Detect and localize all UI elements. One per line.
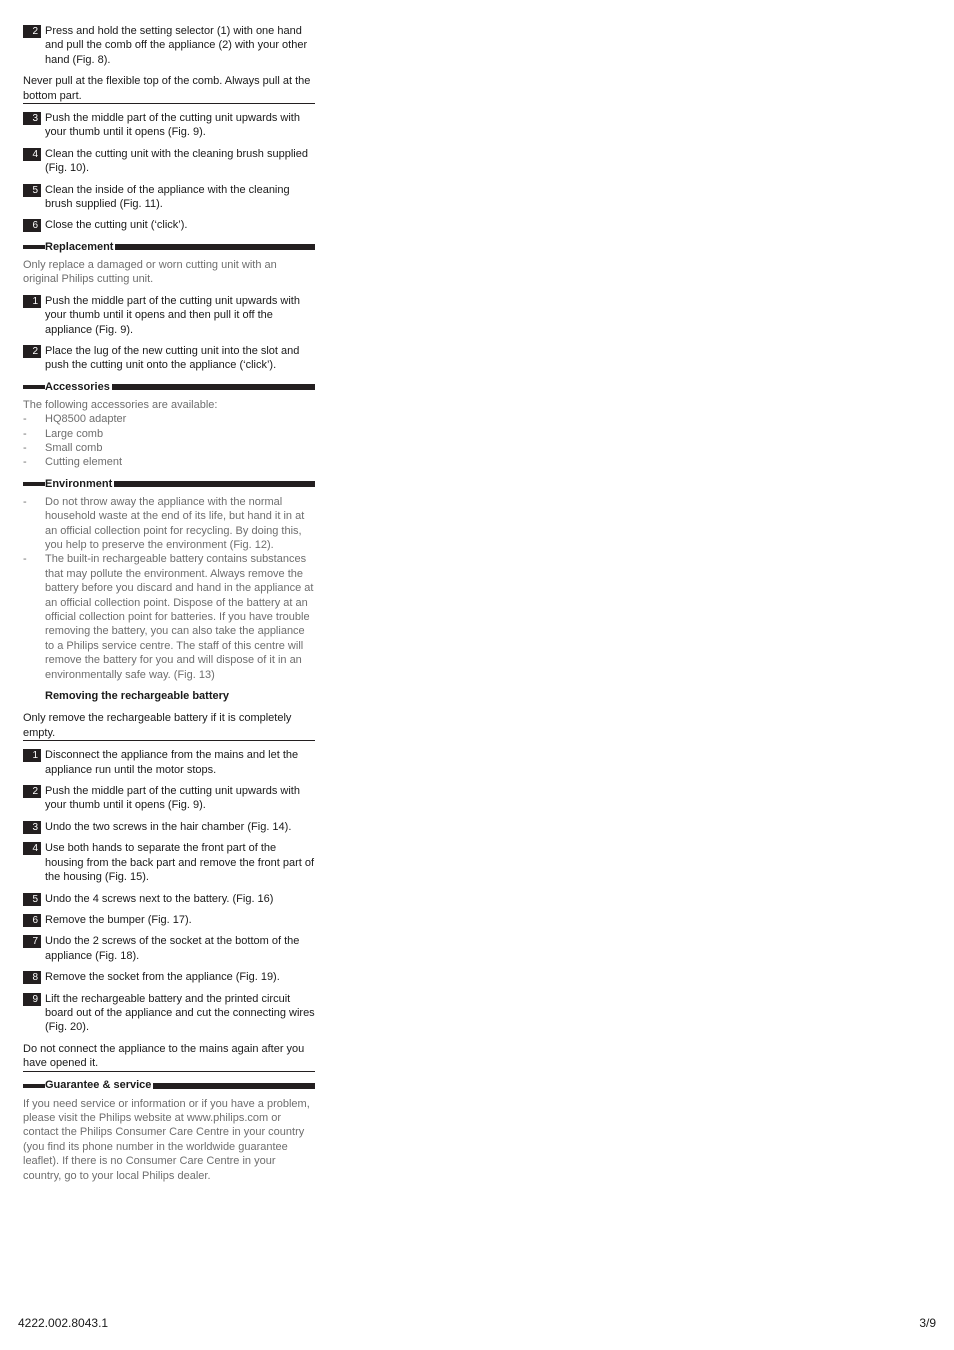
step-text: Press and hold the setting selector (1) with one hand and pull the comb off the appliance (2) with your other hand (Fig. 8). bbox=[45, 25, 308, 66]
step-number: 6 bbox=[23, 914, 41, 927]
step bbox=[23, 784, 315, 813]
heading-bar-right bbox=[112, 384, 315, 390]
heading-bar-left bbox=[23, 245, 45, 249]
step-number: 3 bbox=[23, 821, 41, 834]
list-item: - Do not throw away the appliance with the normal household waste at the end of its life, but hand it in at an official collection point for recycling. By doing this, you help to preserve the environment (Fig. 12). bbox=[23, 495, 315, 553]
step-number: 1 bbox=[23, 749, 41, 762]
document-code: 4222.002.8043.1 bbox=[18, 1316, 109, 1330]
step bbox=[23, 24, 315, 67]
list-item-text: The built-in rechargeable battery contains substances that may pollute the environment. Always remove the battery before you discard and hand in the appliance at an official collection point. Dispose of the battery at an official collection point for batteries. If you have trouble removing the battery, you can also take the appliance to a Philips service centre. The staff of this centre will remove the battery for you and will dispose of it in an environmentally safe way. (Fig. 13) bbox=[45, 553, 314, 681]
page-number: 3/9 bbox=[919, 1316, 936, 1330]
heading-bar-right bbox=[153, 1083, 315, 1089]
step-number: 9 bbox=[23, 993, 41, 1006]
heading-bar-right bbox=[114, 481, 315, 487]
list-item-text: Large comb bbox=[45, 427, 104, 440]
step bbox=[23, 892, 315, 906]
heading-text: Replacement bbox=[45, 240, 114, 253]
step bbox=[23, 111, 315, 140]
step-text: Push the middle part of the cutting unit upwards with your thumb until it opens (Fig. 9). bbox=[45, 112, 300, 139]
step-text: Undo the 4 screws next to the battery. (Fig. 16) bbox=[45, 892, 274, 905]
warning-note: Do not connect the appliance to the mains again after you have opened it. bbox=[23, 1042, 315, 1072]
document-column bbox=[23, 24, 315, 1183]
step-number: 2 bbox=[23, 25, 41, 38]
step bbox=[23, 218, 315, 232]
list-item: - Cutting element bbox=[23, 455, 315, 469]
step-number: 2 bbox=[23, 345, 41, 358]
step-text: Disconnect the appliance from the mains and let the appliance run until the motor stops. bbox=[45, 749, 299, 776]
step bbox=[23, 183, 315, 212]
step-number: 4 bbox=[23, 148, 41, 161]
list-item: - The built-in rechargeable battery contains substances that may pollute the environment. Always remove the battery before you discard and hand in the appliance at an official collection point. Dispose of the battery at an official collection point for batteries. If you have trouble removing the battery, you can also take the appliance to a Philips service centre. The staff of this centre will remove the battery for you and will dispose of it in an environmentally safe way. (Fig. 13) bbox=[23, 553, 314, 681]
step-number: 7 bbox=[23, 935, 41, 948]
heading-text: Guarantee & service bbox=[45, 1079, 152, 1092]
step-text: Remove the socket from the appliance (Fig. 19). bbox=[45, 971, 280, 984]
step-number: 4 bbox=[23, 842, 41, 855]
heading-text: Environment bbox=[45, 477, 113, 490]
step-number: 3 bbox=[23, 112, 41, 125]
step bbox=[23, 992, 315, 1035]
section-heading-environment bbox=[23, 477, 315, 491]
environment-list bbox=[23, 495, 315, 682]
section-heading-accessories bbox=[23, 380, 315, 394]
section-heading-guarantee bbox=[23, 1079, 315, 1093]
step bbox=[23, 294, 315, 337]
step bbox=[23, 934, 315, 963]
list-item-text: Do not throw away the appliance with the normal household waste at the end of its life, but hand it in at an official collection point for recycling. By doing this, you help to preserve the environment (Fig. 12). bbox=[45, 495, 305, 551]
step-number: 1 bbox=[23, 295, 41, 308]
guarantee-text: If you need service or information or if you have a problem, please visit the Philips website at www.philips.com or contact the Philips Consumer Care Centre in your country (you find its phone number in the worldwide guarantee leaflet). If there is no Consumer Care Centre in your country, go to your local Philips dealer. bbox=[23, 1097, 310, 1182]
section-heading-replacement bbox=[23, 240, 315, 254]
step bbox=[23, 147, 315, 176]
step-text: Undo the 2 screws of the socket at the bottom of the appliance (Fig. 18). bbox=[45, 935, 300, 962]
step-text: Use both hands to separate the front part of the housing from the back part and remove the front part of the housing (Fig. 15). bbox=[45, 842, 315, 884]
step-number: 5 bbox=[23, 893, 41, 906]
heading-bar-left bbox=[23, 482, 45, 486]
step-text: Remove the bumper (Fig. 17). bbox=[45, 913, 192, 926]
step-number: 5 bbox=[23, 184, 41, 197]
heading-bar-left bbox=[23, 385, 45, 389]
step bbox=[23, 913, 315, 927]
step bbox=[23, 344, 315, 373]
list-item-text: Small comb bbox=[45, 441, 103, 454]
step-text: Place the lug of the new cutting unit into the slot and push the cutting unit onto the appliance (‘click’). bbox=[45, 344, 300, 372]
step-text: Lift the rechargeable battery and the printed circuit board out of the appliance and cut the connecting wires (Fig. 20). bbox=[45, 992, 315, 1034]
step-text: Undo the two screws in the hair chamber (Fig. 14). bbox=[45, 820, 292, 833]
step-number: 6 bbox=[23, 219, 41, 232]
heading-bar-left bbox=[23, 1084, 45, 1088]
step bbox=[23, 820, 315, 834]
step bbox=[23, 748, 315, 777]
list-item-text: HQ8500 adapter bbox=[45, 413, 127, 426]
heading-bar-right bbox=[115, 244, 315, 250]
step-text: Push the middle part of the cutting unit upwards with your thumb until it opens (Fig. 9). bbox=[45, 785, 300, 812]
section-intro: The following accessories are available: bbox=[23, 398, 218, 411]
step-number: 8 bbox=[23, 971, 41, 984]
warning-note: Never pull at the flexible top of the comb. Always pull at the bottom part. bbox=[23, 74, 315, 104]
step bbox=[23, 841, 315, 884]
step-text: Clean the cutting unit with the cleaning brush supplied (Fig. 10). bbox=[45, 147, 308, 175]
heading-text: Accessories bbox=[45, 380, 110, 393]
subheading: Removing the rechargeable battery bbox=[45, 690, 230, 703]
list-item: - Large comb bbox=[23, 427, 315, 441]
accessory-list bbox=[23, 412, 315, 470]
warning-note: Only remove the rechargeable battery if it is completely empty. bbox=[23, 711, 315, 741]
step-text: Clean the inside of the appliance with the cleaning brush supplied (Fig. 11). bbox=[45, 183, 290, 211]
step bbox=[23, 970, 315, 984]
step-number: 2 bbox=[23, 785, 41, 798]
step-text: Close the cutting unit (‘click’). bbox=[45, 219, 188, 232]
list-item: - HQ8500 adapter bbox=[23, 412, 315, 426]
section-intro: Only replace a damaged or worn cutting unit with an original Philips cutting unit. bbox=[23, 258, 277, 286]
list-item: - Small comb bbox=[23, 441, 315, 455]
step-text: Push the middle part of the cutting unit upwards with your thumb until it opens and then pull it off the appliance (Fig. 9). bbox=[45, 294, 300, 336]
list-item-text: Cutting element bbox=[45, 456, 123, 469]
